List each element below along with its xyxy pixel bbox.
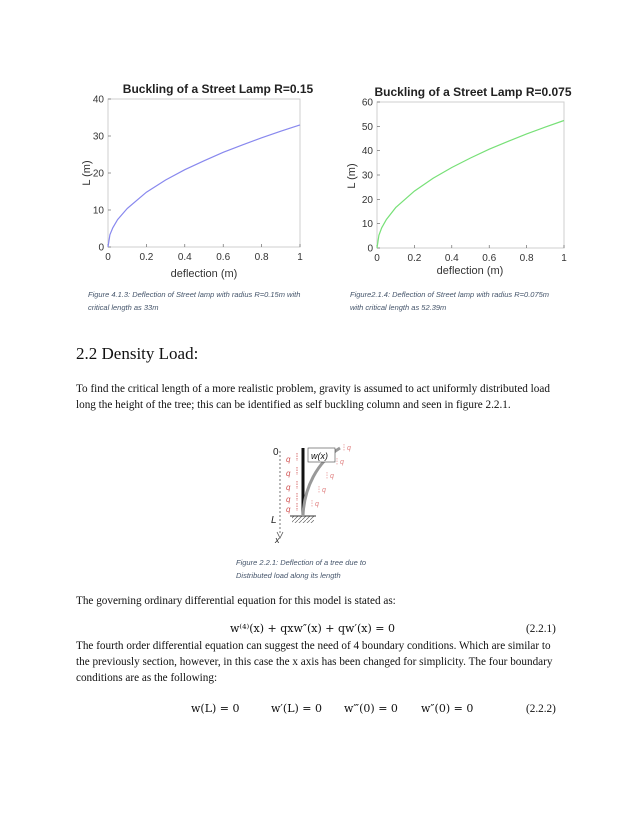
chart-title: Buckling of a Street Lamp R=0.15 <box>122 82 314 96</box>
y-tick-label: 0 <box>98 242 104 254</box>
load-label: q <box>286 505 291 514</box>
load-label: q <box>322 487 326 494</box>
paragraph-governing: The governing ordinary differential equation for this model is stated as: <box>76 595 396 607</box>
ground-hatch <box>292 516 314 523</box>
x-tick-label: 0.8 <box>254 252 269 263</box>
chart-r015 <box>78 78 318 283</box>
load-label: q <box>286 455 291 464</box>
y-tick-label: 30 <box>361 170 373 182</box>
y-tick-label: 10 <box>92 205 104 217</box>
boundary-condition-4: w″(0) = 0 <box>421 702 474 715</box>
chart-title: Buckling of a Street Lamp R=0.075 <box>374 85 572 99</box>
x-axis-label: deflection (m) <box>170 268 238 280</box>
load-label: q <box>286 469 291 478</box>
y-tick-label: 60 <box>361 97 373 109</box>
load-label: q <box>330 473 334 480</box>
x-tick-label: 1 <box>297 252 303 263</box>
x-tick-label: 0 <box>105 252 111 263</box>
load-label: q <box>347 445 351 452</box>
series-line <box>108 125 300 247</box>
figure-caption-2: Figure2.1.4: Deflection of Street lamp with radius R=0.075m with critical length as 52.39m <box>350 290 550 312</box>
deflection-label: w(x) <box>311 451 328 461</box>
y-tick-label: 0 <box>367 243 373 255</box>
x-label: x <box>275 535 280 545</box>
origin-label: 0 <box>273 447 279 458</box>
x-tick-label: 0.2 <box>139 252 154 263</box>
x-tick-label: 0.4 <box>444 253 459 264</box>
load-label: q <box>315 501 319 508</box>
x-tick-label: 0.4 <box>177 252 192 263</box>
x-tick-label: 0 <box>374 253 380 264</box>
section-heading: 2.2 Density Load: <box>76 344 199 363</box>
x-tick-label: 0.6 <box>216 252 231 263</box>
boundary-condition-1: w(L) = 0 <box>191 702 240 715</box>
length-label: L <box>271 515 277 526</box>
figure-caption-3: Figure 2.2.1: Deflection of a tree due to Distributed load along its length <box>236 558 367 580</box>
equation-2-2-1: w⁽⁴⁾(x) + qxw″(x) + qw′(x) = 0 <box>230 622 395 635</box>
x-tick-label: 0.6 <box>482 253 497 264</box>
x-tick-label: 0.2 <box>407 253 422 264</box>
load-label: q <box>286 495 291 504</box>
boundary-condition-2: w′(L) = 0 <box>271 702 323 715</box>
y-tick-label: 20 <box>92 168 104 180</box>
y-tick-label: 10 <box>361 219 373 231</box>
y-tick-label: 40 <box>361 146 373 158</box>
paragraph-boundary: The fourth order differential equation can suggest the need of 4 boundary conditions. Which are similar to the previously section, however, in this case the x axis has been changed for simplicity. The four boundary conditions are as the following: <box>76 640 553 684</box>
x-tick-label: 0.8 <box>519 253 534 264</box>
load-label: q <box>340 459 344 466</box>
tree-deflection-diagram <box>262 440 362 545</box>
figure-caption-1: Figure 4.1.3: Deflection of Street lamp with radius R=0.15m with critical length as 33m <box>88 290 301 312</box>
equation-number-1: (2.2.1) <box>526 623 556 635</box>
plot-area <box>108 99 300 247</box>
y-tick-label: 20 <box>361 194 373 206</box>
paragraph-intro: To find the critical length of a more realistic problem, gravity is assumed to act uniformly distributed load long the height of the tree; this can be identified as self buckling column and seen in figure 2.2.1. <box>76 383 550 411</box>
equation-number-2: (2.2.2) <box>526 703 556 715</box>
y-tick-label: 30 <box>92 131 104 143</box>
y-tick-label: 50 <box>361 121 373 133</box>
load-label: q <box>286 483 291 492</box>
y-tick-label: 40 <box>92 94 104 106</box>
y-axis-label: L (m) <box>81 160 93 186</box>
boundary-condition-3: w‴(0) = 0 <box>344 702 398 715</box>
plot-area <box>377 102 564 248</box>
x-axis-label: deflection (m) <box>436 265 504 277</box>
series-line <box>377 121 564 249</box>
y-axis-label: L (m) <box>346 163 358 189</box>
chart-r0075 <box>345 78 585 283</box>
x-tick-label: 1 <box>561 253 567 264</box>
